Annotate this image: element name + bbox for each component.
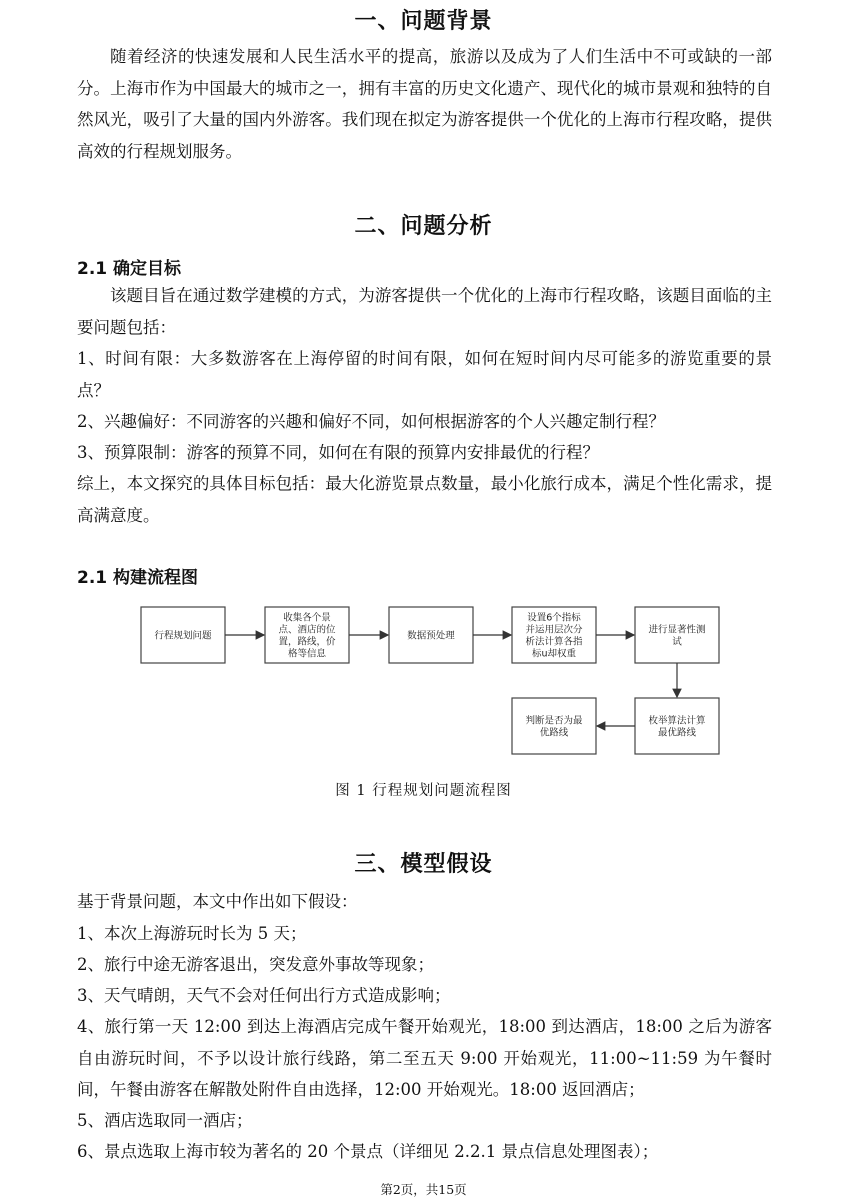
assumption-5: 5、酒店选取同一酒店； [77, 1111, 253, 1130]
flow-node-label-line: 试 [672, 636, 682, 648]
assumption-1: 1、本次上海游玩时长为 5 天； [77, 924, 307, 943]
goal-item-3: 3、预算限制：游客的预算不同，如何在有限的预算内安排最优的行程？ [77, 443, 599, 462]
section-1-paragraph: 随着经济的快速发展和人民生活水平的提高，旅游以及成为了人们生活中不可或缺的一部分。上海市作为中国最大的城市之一，拥有丰富的历史文化遗产、现代化的城市景观和独特的自然风光，吸引了大量的国内外游客。我们现在拟定为游客提供一个优化的上海市行程攻略，提供高效的行程规划服务。 [77, 47, 772, 161]
subsection-2-1-intro: 该题目旨在通过数学建模的方式，为游客提供一个优化的上海市行程攻略，该题目面临的主要问题包括： [77, 286, 772, 337]
section-1-title: 一、问题背景 [354, 9, 493, 34]
flow-node-label-line: 判断是否为最 [525, 715, 583, 727]
figure-caption: 图 1 行程规划问题流程图 [335, 783, 512, 799]
flow-node-label-line: 标u却权重 [531, 648, 577, 660]
flow-node-label-line: 设置6个指标 [527, 612, 581, 624]
assumption-6: 6、景点选取上海市较为著名的 20 个景点（详细见 2.2.1 景点信息处理图表）； [77, 1142, 659, 1161]
goal-item-2: 2、兴趣偏好：不同游客的兴趣和偏好不同，如何根据游客的个人兴趣定制行程？ [77, 412, 665, 431]
section-3-title: 三、模型假设 [354, 852, 493, 877]
page-footer: 第2页，共15页 [380, 1182, 467, 1197]
flow-node-label-line: 进行显著性测 [648, 624, 706, 636]
flow-node-label-line: 数据预处理 [407, 630, 455, 642]
flow-node-1-label [154, 630, 212, 642]
flow-node-3-label [407, 630, 455, 642]
flow-node-label-line: 格等信息 [287, 648, 327, 660]
flow-node-label-line: 析法计算各指 [525, 636, 583, 648]
goal-summary: 综上，本文探究的具体目标包括：最大化游览景点数量，最小化旅行成本，满足个性化需求，提高满意度。 [77, 474, 772, 525]
assumption-2: 2、旅行中途无游客退出，突发意外事故等现象； [77, 955, 434, 974]
flow-node-label-line: 并运用层次分 [525, 624, 583, 636]
flow-node-label-line: 枚举算法计算 [648, 715, 706, 727]
assumption-3: 3、天气晴朗，天气不会对任何出行方式造成影响； [77, 986, 451, 1005]
flow-node-label-line: 点、酒店的位 [278, 624, 336, 636]
goal-item-1: 1、时间有限：大多数游客在上海停留的时间有限，如何在短时间内尽可能多的游览重要的景点？ [77, 349, 772, 400]
flow-node-label-line: 置，路线，价 [278, 636, 336, 648]
section-2-title: 二、问题分析 [354, 214, 493, 239]
subsection-2-2-title: 2.1 构建流程图 [77, 568, 199, 588]
assumption-4: 4、旅行第一天 12:00 到达上海酒店完成午餐开始观光，18:00 到达酒店，18:00 之后为游客自由游玩时间，不予以设计旅行线路，第二至五天 9:00 开始观光，11:00~11:59 为午餐时间，午餐由游客在解散处附件自由选择，12:00 开始观光。18:00 返回酒店； [77, 1017, 772, 1099]
flow-node-label-line: 最优路线 [657, 727, 697, 739]
assumption-intro: 基于背景问题，本文中作出如下假设： [77, 892, 358, 911]
flow-node-label-line: 收集各个景 [283, 612, 331, 624]
flow-node-label-line: 行程规划问题 [154, 630, 212, 642]
flowchart [130, 598, 730, 763]
subsection-2-1-title: 2.1 确定目标 [77, 259, 182, 279]
flow-node-label-line: 优路线 [539, 727, 569, 739]
